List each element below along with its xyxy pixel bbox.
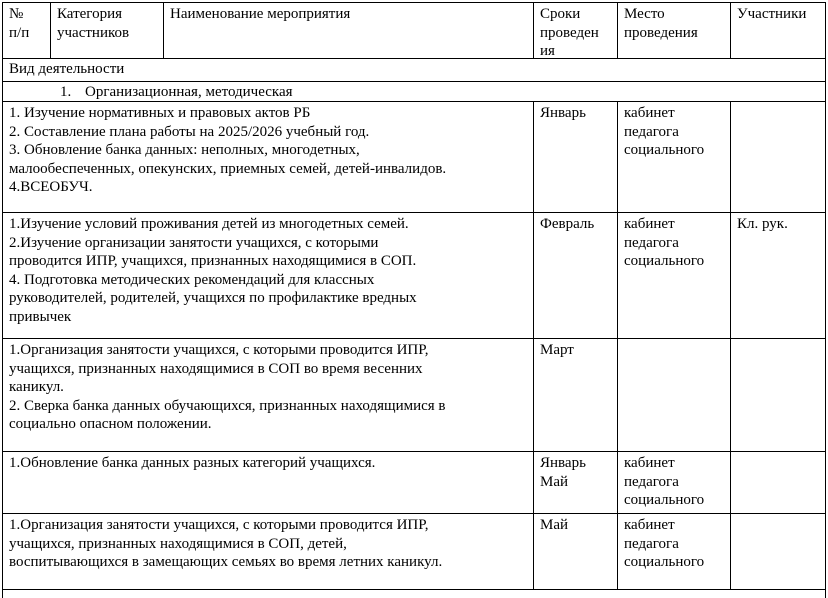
participants-cell	[731, 213, 826, 338]
dates-line: Май	[540, 517, 569, 533]
header-category-line: участников	[57, 24, 130, 41]
event-line: руководителей, родителей, учащихся по профилактике вредных	[9, 290, 417, 306]
event-line: 2. Сверка банка данных обучающихся, признанных находящимися в	[9, 397, 446, 414]
header-num	[3, 3, 51, 58]
event-cell	[3, 102, 534, 212]
section-heading	[3, 82, 825, 102]
table-header-row	[2, 2, 826, 59]
place-line: педагога	[624, 123, 679, 140]
dates-line: Март	[540, 342, 574, 358]
dates-cell	[534, 102, 618, 212]
place-line: кабинет	[624, 216, 675, 232]
dates-cell	[534, 339, 618, 451]
event-line: каникул.	[9, 379, 64, 395]
place-line: социального	[624, 554, 705, 570]
participants-line: Кл. рук.	[737, 216, 788, 232]
header-dates-line: Сроки	[540, 6, 581, 22]
header-category-line: Категория	[57, 6, 122, 22]
event-line: учащихся, признанных находящимися в СОП, детей,	[9, 535, 347, 552]
event-line: 1.Организация занятости учащихся, с которыми проводится ИПР,	[9, 342, 429, 358]
event-line: 4.ВСЕОБУЧ.	[9, 179, 93, 195]
section-number: 1.	[60, 84, 72, 100]
event-line: 2. Составление плана работы на 2025/2026 учебный год.	[9, 123, 370, 140]
dates-line: Январь	[540, 105, 586, 121]
dates-line: Февраль	[540, 216, 595, 232]
dates-cell	[534, 452, 618, 513]
event-cell	[3, 213, 534, 338]
header-event	[164, 3, 534, 58]
section-row	[2, 82, 826, 102]
place-cell	[618, 213, 731, 338]
header-place-line: проведения	[624, 24, 698, 41]
header-participants-line: Участники	[737, 6, 807, 22]
place-line: педагога	[624, 535, 679, 552]
event-cell	[3, 452, 534, 513]
table-row	[2, 514, 826, 590]
event-line: 2.Изучение организации занятости учащихся, с которыми	[9, 234, 379, 251]
place-line: педагога	[624, 234, 679, 251]
header-dates-line: ия	[540, 43, 555, 59]
event-line: 1. Изучение нормативных и правовых актов РБ	[9, 105, 311, 121]
place-cell	[618, 102, 731, 212]
header-num-line: п/п	[9, 24, 30, 41]
header-participants	[731, 3, 826, 58]
event-line: 1.Организация занятости учащихся, с которыми проводится ИПР,	[9, 517, 429, 533]
event-line: 1.Изучение условий проживания детей из многодетных семей.	[9, 216, 409, 232]
place-line: социального	[624, 142, 705, 158]
place-line: социального	[624, 492, 705, 508]
header-event-line: Наименование мероприятия	[170, 6, 351, 22]
activity-plan-table	[2, 2, 826, 598]
header-place-line: Место	[624, 6, 665, 22]
header-place	[618, 3, 731, 58]
event-line: социально опасном положении.	[9, 416, 212, 432]
event-cell	[3, 339, 534, 451]
table-row	[2, 452, 826, 514]
header-dates	[534, 3, 618, 58]
dates-line: Май	[540, 473, 569, 490]
activity-type-label: Вид деятельности	[9, 61, 125, 77]
event-line: проводится ИПР, учащихся, признанных находящимися в СОП.	[9, 253, 417, 269]
header-num-line: №	[9, 6, 24, 22]
participants-cell	[731, 339, 826, 451]
event-cell	[3, 514, 534, 589]
participants-cell	[731, 514, 826, 589]
table-row	[2, 213, 826, 339]
participants-cell	[731, 102, 826, 212]
place-line: педагога	[624, 473, 679, 490]
event-line: воспитывающихся в замещающих семьях во время летних каникул.	[9, 554, 443, 570]
place-cell	[618, 452, 731, 513]
header-category	[51, 3, 164, 58]
event-line: 4. Подготовка методических рекомендаций для классных	[9, 271, 375, 288]
dates-cell	[534, 514, 618, 589]
dates-line: Январь	[540, 455, 586, 471]
event-line: учащихся, признанных находящимися в СОП во время весенних	[9, 360, 423, 377]
section-title: Организационная, методическая	[85, 84, 293, 100]
table-row	[2, 339, 826, 452]
place-line: кабинет	[624, 105, 675, 121]
activity-type-row	[2, 59, 826, 82]
place-line: кабинет	[624, 517, 675, 533]
place-line: социального	[624, 253, 705, 269]
event-line: 1.Обновление банка данных разных категорий учащихся.	[9, 455, 376, 471]
place-cell	[618, 339, 731, 451]
dates-cell	[534, 213, 618, 338]
event-line: малообеспеченных, опекунских, приемных семей, детей-инвалидов.	[9, 160, 447, 177]
place-line: кабинет	[624, 455, 675, 471]
event-line: 3. Обновление банка данных: неполных, многодетных,	[9, 142, 360, 158]
table-row	[2, 102, 826, 213]
place-cell	[618, 514, 731, 589]
participants-cell	[731, 452, 826, 513]
event-line: привычек	[9, 308, 72, 325]
header-dates-line: проведен	[540, 24, 599, 41]
